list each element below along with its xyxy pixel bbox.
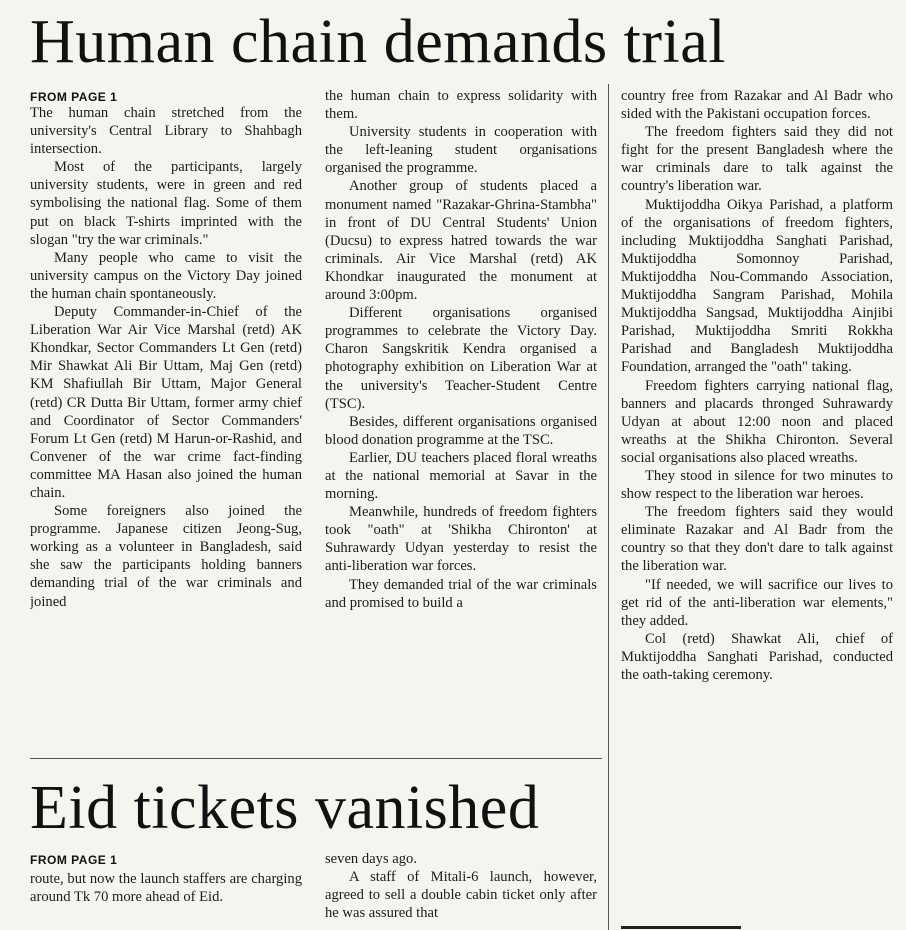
story-divider (30, 758, 602, 759)
paragraph: Different organisations organised programmes to celebrate the Victory Day. Charon Sangskritik Kendra organised a photography exhibition on Liberation War at the university's Teacher-Student Centre (TSC). (325, 305, 597, 412)
paragraph: Freedom fighters carrying national flag, banners and placards thronged Suhrawardy Udyan at about 12:00 noon and placed wreaths at the Shikha Chironton. Several social organisations also placed wreaths. (621, 377, 893, 466)
paragraph: Meanwhile, hundreds of freedom fighters took "oath" at 'Shikha Chironton' at Suhrawardy Udyan yesterday to resist the anti-liberation war forces. (325, 504, 597, 575)
paragraph: seven days ago. (325, 851, 417, 867)
kicker-from-page-1: FROM PAGE 1 (30, 853, 118, 867)
paragraph: "If needed, we will sacrifice our lives to get rid of the anti-liberation war elements," they added. (621, 576, 893, 629)
paragraph: Muktijoddha Oikya Parishad, a platform of the organisations of freedom fighters, including Muktijoddha Sanghati Parishad, Muktijoddha Somonnoy Parishad, Muktijoddha Nou-Commando Association, Muktijoddha Sangram Parishad, Mohila Muktijoddha Sangsad, Muktijoddha Ainjibi Parishad, Muktijoddha Smriti Rokkha Parishad and Bangladesh Muktijoddha Foundation, arranged the "oath" taking. (621, 196, 893, 376)
headline-eid-tickets: Eid tickets vanished (30, 774, 540, 842)
story1-column-1 (30, 104, 302, 744)
paragraph: Deputy Commander-in-Chief of the Liberation War Air Vice Marshal (retd) AK Khondkar, Sector Commanders Lt Gen (retd) Mir Shawkat Ali Bir Uttam, Maj Gen (retd) KM Shafiullah Bir Uttam, Major General (retd) CR Dutta Bir Uttam, former army chief and Coordinator of Sector Commanders' Forum Lt Gen (retd) M Harun-or-Rashid, and Convener of the war crime fact-finding committee MA Hasan also joined the human chain. (30, 304, 302, 501)
paragraph: Earlier, DU teachers placed floral wreaths at the national memorial at Savar in the morning. (325, 449, 597, 503)
story1-column-2 (325, 87, 597, 747)
headline-human-chain: Human chain demands trial (30, 8, 727, 76)
paragraph: The human chain stretched from the university's Central Library to Shahbagh intersection. (30, 105, 302, 158)
paragraph: Col (retd) Shawkat Ali, chief of Muktijoddha Sanghati Parishad, conducted the oath-taking ceremony. (621, 630, 893, 683)
story2-column-2 (325, 850, 597, 930)
paragraph: Another group of students placed a monument named "Razakar-Ghrina-Stambha" in front of DU Central Students' Union (Ducsu) to express hatred towards the war criminals. Air Vice Marshal (retd) AK Khondkar inaugurated the monument at around 3:00pm. (325, 178, 597, 304)
paragraph: Most of the participants, largely university students, were in green and red symbolising the national flag. Some of them put on black T-shirts imprinted with the slogan "try the war criminals." (30, 159, 302, 248)
paragraph: route, but now the launch staffers are charging around Tk 70 more ahead of Eid. (30, 871, 302, 906)
paragraph: Some foreigners also joined the programme. Japanese citizen Jeong-Sug, working as a volunteer in Bangladesh, said she saw the participants holding banners demanding trial of the war criminals and joined (30, 503, 302, 610)
paragraph: country free from Razakar and Al Badr who sided with the Pakistani occupation forces. (621, 88, 893, 123)
column-divider (608, 84, 609, 930)
paragraph: They demanded trial of the war criminals and promised to build a (325, 576, 597, 611)
paragraph: They stood in silence for two minutes to show respect to the liberation war heroes. (621, 467, 893, 503)
kicker-from-page-1: FROM PAGE 1 (30, 90, 118, 104)
paragraph: A staff of Mitali-6 launch, however, agreed to sell a double cabin ticket only after he was assured that (325, 869, 597, 922)
paragraph: Many people who came to visit the university campus on the Victory Day joined the human chain spontaneously. (30, 249, 302, 302)
cropped-next-headline (621, 918, 901, 930)
paragraph: The freedom fighters said they would eliminate Razakar and Al Badr from the country so that they don't dare to talk against the liberation war. (621, 504, 893, 575)
story1-column-3 (621, 87, 893, 917)
paragraph: Besides, different organisations organised blood donation programme at the TSC. (325, 413, 597, 448)
paragraph: The freedom fighters said they did not fight for the present Bangladesh where the war criminals dare to talk against the country's liberation war. (621, 124, 893, 195)
paragraph: the human chain to express solidarity with them. (325, 88, 597, 123)
paragraph: University students in cooperation with the left-leaning student organisations organised the programme. (325, 124, 597, 177)
story2-column-1 (30, 870, 302, 930)
